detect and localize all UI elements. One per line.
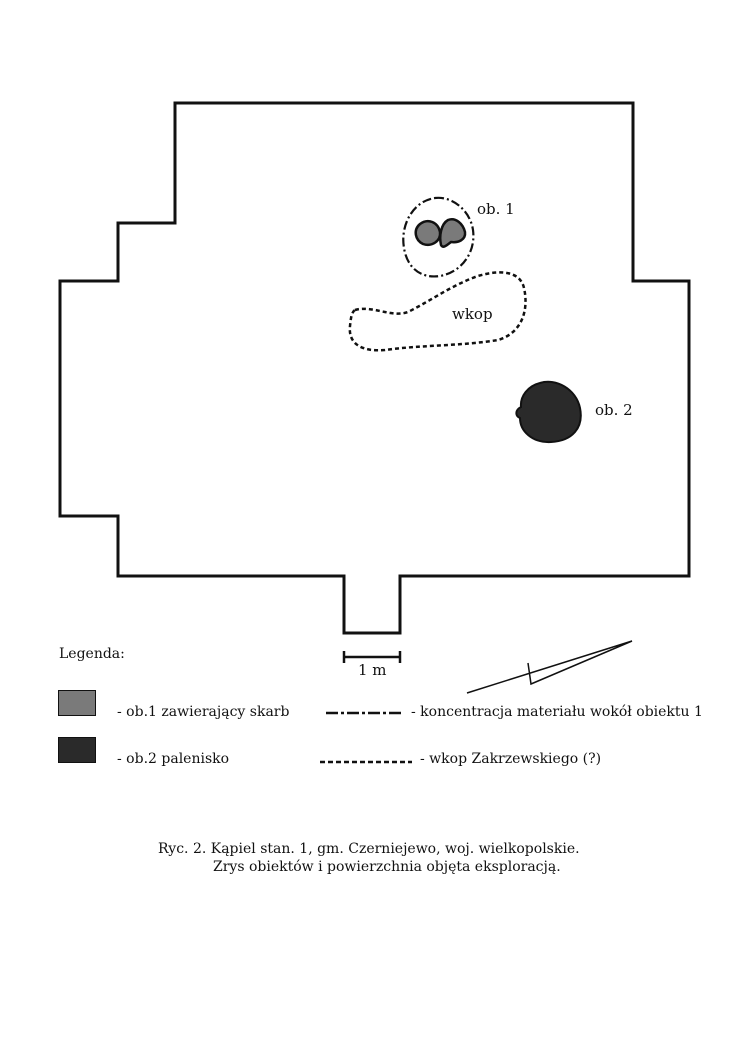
- figure-caption-line2: Zrys obiektów i powierzchnia objęta eksploracją.: [213, 859, 561, 875]
- scale-label: 1 m: [358, 661, 387, 679]
- object-2-feature: [516, 382, 580, 442]
- figure-caption-line1: Ryc. 2. Kąpiel stan. 1, gm. Czerniejewo, woj. wielkopolskie.: [158, 841, 580, 857]
- legend-item-ob1: - ob.1 zawierający skarb: [117, 704, 290, 720]
- legend-swatch-ob2: [58, 737, 96, 763]
- wkop-boundary: [350, 272, 526, 350]
- legend-item-wkop: - wkop Zakrzewskiego (?): [420, 751, 602, 767]
- north-arrow: [467, 641, 632, 693]
- legend-swatch-ob1: [58, 690, 96, 716]
- object-1-feature: [416, 221, 440, 245]
- legend-title: Legenda:: [59, 646, 125, 662]
- ob2-label: ob. 2: [595, 401, 633, 419]
- object-1-feature: [440, 219, 465, 246]
- ob1-label: ob. 1: [477, 200, 515, 218]
- wkop-label: wkop: [452, 305, 493, 323]
- legend-item-ob2: - ob.2 palenisko: [117, 751, 230, 767]
- excavation-outline: [60, 103, 689, 633]
- legend-item-concentration: - koncentracja materiału wokół obiektu 1: [411, 704, 703, 720]
